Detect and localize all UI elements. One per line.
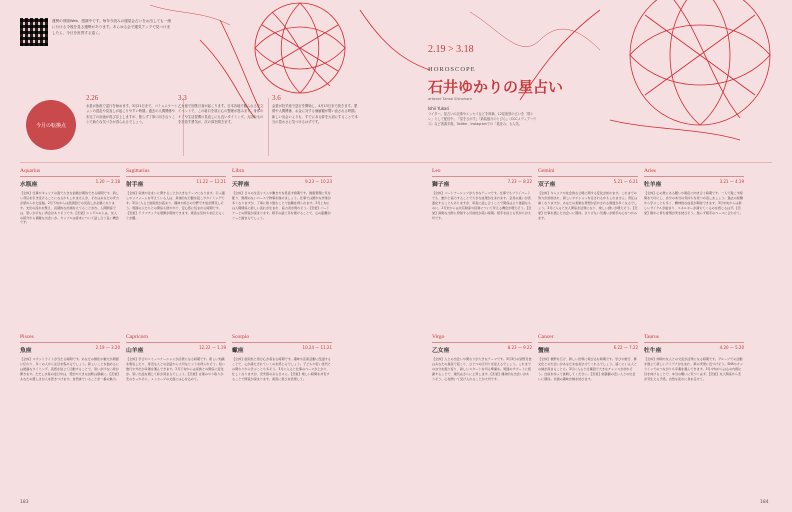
sign-block-cancer: [538, 334, 638, 467]
artwork-credit: artwork Tamai Shinohara: [428, 97, 472, 101]
sign-japanese-name: 双子座: [538, 182, 556, 188]
sign-english-name: Gemini: [538, 168, 638, 177]
turning-point-2: [178, 96, 264, 125]
sign-date-range: 12.22 — 1.19: [199, 345, 226, 350]
qr-note: 運勢の別版Web、感謝中です。毎年今読みの運星会占いをお出しても一緒に行ける今後を見る運勢があります。あらゆる会で運気アップで見つけましたら、今日を世界する遠く。: [52, 19, 171, 35]
section-label: HOROSCOPE: [428, 66, 476, 73]
sign-date-range: 4.20 — 5.20: [719, 345, 744, 350]
sign-reading: 【全体】キャリアや社会的な立場に関する変化が訪れます。これまでの努力が評価され、新しいポジションを任されるかもしれません。責任は重くなりますが、あなたの柔軟な発想が活かされる場面が多くなるでしょう。3月に入ると友人関係が活発になり、楽しい誘いが増えそう。【恋愛】仕事を通じた出会いに期待。さりげない気遣いが相手の心をつかみます。: [538, 191, 638, 220]
author-bio: ライター。星占いの記事やエッセイなどを執筆。12星座別の占いを「筋トレ」として配信中。『星をさがす』『新装版月のとびら』（CCCメディアハウス）など著書多数。Twitter、Instagramでの「星読み」も人気。: [428, 112, 537, 126]
sign-english-name: Aquarius: [20, 168, 120, 177]
sign-japanese-name: 牡牛座: [644, 348, 662, 354]
turning-point-date: 2.26: [86, 94, 99, 102]
sign-english-name: Leo: [432, 168, 532, 177]
divider: [20, 162, 772, 163]
sign-date-range: 2.19 — 3.20: [95, 345, 120, 350]
turning-point-1: [86, 96, 178, 125]
sign-japanese-name: 蟹座: [538, 348, 550, 354]
sign-japanese-name: 天秤座: [232, 182, 250, 188]
sign-block-capricorn: [126, 334, 226, 467]
sign-block-virgo: [432, 334, 532, 467]
sign-date-range: 7.23 — 8.22: [507, 179, 532, 184]
sign-reading: 【全体】学びやコミュニケーションが活発になる時期です。新しい知識を吸収したり、身近な人との会話から大切なヒントを得られそう。短い旅行や外出が幸運を運んできます。2月下旬からは家族との関係に変化が。思い出話を通じて絆が深まるでしょう。【恋愛】言葉のやり取りが恋のきっかけに。メッセージの文面には心を込めて。: [126, 357, 225, 381]
sign-block-aquarius: [20, 168, 120, 301]
sign-english-name: Pisces: [20, 334, 120, 343]
sign-reading: 【全体】スポットライトが当たる時期です。あなたの個性や魅力が周囲に伝わり、多くの人から注目を集めるでしょう。新しいことを始めるには最適なタイミング。直感を信じて行動することで、思いがけない扉が開きます。ただし水星の逆行中は、契約や大きな決断は慎重に。【恋愛】あなたの優しさが人を惹きつけます。自然体でいることが一番の魅力。: [20, 357, 119, 381]
sign-reading: 【全体】仲間や友人との交流が活発になる時期です。グループでの活動を通じて新しいアイデアが生まれ、夢の実現に近づけそう。SNSやオンラインでのつながりも幸運を運んできます。3月中旬からは心の内側に目を向けることで、本当の願いに気づくはず。【恋愛】友人関係から恋が芽生える予感。自然な流れに身を任せて。: [644, 357, 743, 381]
page-number-left: 183: [20, 500, 29, 505]
sign-reading: 【全体】家族や住まいに関することが大きなテーマになります。引っ越しやリフォームを考えている人は、具体的な行動を起こすタイミングです。3月に入ると創造性が高まり、趣味や遊びの分野で才能が開花しそう。周囲の人たちとの関係も穏やかで、安心感に包まれる時期です。【恋愛】ドラマチックな展開が期待できます。素直な気持ちを伝えることが鍵。: [126, 191, 225, 220]
sign-reading: 【全体】仕事やキャリアの面で大きな前進が期待できる時期です。新しい責任を引き受けることになるかもしれませんが、それはあなたの実力が認められた証拠。2月下旬からは経済面での見直しが必要になります。支出の流れを整え、長期的な計画を立てることが吉。人間関係では、思いがけない再会がありそうです。【恋愛】シングルの人は、友人の紹介から素敵な出会いが。カップルは将来について話し合う良い機会です。: [20, 191, 119, 225]
turning-point-3: [272, 96, 358, 125]
page-title: 石井ゆかりの星占い: [428, 78, 564, 96]
sign-reading: 【全体】人との出会いや関わりが大きなテーマです。3月3日の皆既月食はあなたの星座で起こり、ひとつの区切りを迎えるでしょう。これまでの自分を振り返り、新しいスタートを切る準備を。周囲のサポートに感謝することで、運気はさらに上昇します。【恋愛】運命的な出会いがありそう。心を開いて受け入れることが大切です。: [432, 357, 532, 381]
sign-japanese-name: 獅子座: [432, 182, 450, 188]
sign-block-leo: [432, 168, 532, 301]
sign-block-gemini: [538, 168, 638, 301]
sign-reading: 【全体】パートナーシップが大きなテーマです。仕事でもプライベートでも、誰かと協力することで大きな成果が生まれます。意見の違いが表面化することもありますが、率直に話し合うことで関係はより強固なものに。2月末からは共有財産や投資について考える機会が増えそう。【恋愛】真剣な交際に発展する可能性が高い時期。相手を信じる気持ちが大切です。: [432, 191, 532, 220]
turning-point-date: 3.6: [272, 94, 281, 102]
sphere-right-artwork: [520, 0, 770, 140]
period-date: 2.19 > 3.18: [428, 44, 474, 55]
sign-japanese-name: 乙女座: [432, 348, 450, 354]
sign-english-name: Aries: [644, 168, 744, 177]
author-name: Ishii Yukari: [428, 106, 450, 111]
sign-reading: 【全体】視野を広げ、新しい世界に飛び込む時期です。学びや旅行、異文化との出会いがあなたを成長させてくれるでしょう。遠くにいる人との縁が深まることも。3月に入ると仕事面で大きなチャンスが訪れそう。自信を持って挑戦してください。【恋愛】価値観の近い人との出会いに期待。共通の趣味が縁を結びます。: [538, 357, 637, 381]
sign-english-name: Libra: [232, 168, 332, 177]
turning-point-date: 3.3: [178, 94, 187, 102]
sign-english-name: Sagittarius: [126, 168, 226, 177]
sign-reading: 【全体】創造性と遊び心が高まる時期です。趣味や芸術活動に没頭することで、心が満たされていくのを感じるでしょう。子どもや若い世代との関わりから学ぶことも多そう。3月に入ると仕事のペースが上がり、忙しくなりますが、充実感のある日々に。【恋愛】楽しい時間を共有することで関係が深まります。素直に喜びを表現して。: [232, 357, 331, 381]
sign-reading: 【全体】心の奥にある願いや秘密に向き合う時期です。一人で過ごす時間を大切にし、自分の本当の気持ちを見つめ直しましょう。過去の経験から学ぶことも多く、精神的な成長が期待できます。3月中旬からは新しいサイクルが始まり、エネルギーが満ちてくるのを感じるはず。【恋愛】静かに育む愛情が実を結びそう。焦らず相手のペースに合わせて。: [644, 191, 743, 215]
page-number-right: 184: [760, 500, 769, 505]
sign-english-name: Cancer: [538, 334, 638, 343]
sign-japanese-name: 山羊座: [126, 348, 144, 354]
turning-point-text: 金星が牡羊座で逆行を開始し、4月13日まで続きます。愛情や人間関係、お金に対する価値観が問い直される時期。新しい出会いよりも、すでにある絆を大切にすることで本当の豊かさに気づけるはずです。: [272, 104, 358, 124]
sign-english-name: Taurus: [644, 334, 744, 343]
sign-date-range: 10.24 — 11.21: [302, 345, 332, 350]
sign-japanese-name: 射手座: [126, 182, 144, 188]
sign-japanese-name: 牡羊座: [644, 182, 662, 188]
turning-point-text: 水星が魚座で逆行を始めます。3月21日まで、コミュニケーションの混乱や見直しが起こりやすい時期。過去の人間関係や未完了の計画が再び浮上しますが、焦らず丁寧に向き合うことで新たな気づきが得られるでしょう。: [86, 104, 178, 124]
sign-english-name: Capricorn: [126, 334, 226, 343]
sign-date-range: 5.21 — 6.21: [613, 179, 638, 184]
sign-date-range: 3.21 — 4.19: [719, 179, 744, 184]
sign-block-aries: [644, 168, 744, 301]
sign-reading: 【全体】日々の生活リズムや働き方を見直す時期です。健康管理に気を配り、無理のないペースで物事を進めましょう。仕事では細かな作業が多くなりますが、丁寧に取り組むことで信頼を得られます。3月上旬には人間関係に新しい流れが生まれ、協力者が現れそう。【恋愛】パートナーとの関係が深まります。相手の話に耳を傾けることで、心の距離がぐっと縮まるでしょう。: [232, 191, 331, 220]
sign-japanese-name: 蠍座: [232, 348, 244, 354]
turning-point-text: 乙女座で皆既月食が起こります。日本各地で観られる天文イベントで、この新月を境に心の整理が進みます。身体のケアや生活習慣の見直しにも良いタイミング。大切なものを手放す勇気が、次の扉を開きます。: [178, 104, 264, 124]
qr-code[interactable]: [20, 18, 48, 46]
sign-block-scorpio: [232, 334, 332, 467]
sign-date-range: 11.22 — 12.21: [196, 179, 226, 184]
sign-date-range: 9.23 — 10.23: [305, 179, 332, 184]
sign-date-range: 1.20 — 2.18: [95, 179, 120, 184]
sign-english-name: Virgo: [432, 334, 532, 343]
turning-point-badge: 今月の転換点: [26, 100, 76, 150]
sign-block-libra: [232, 168, 332, 301]
sign-block-taurus: [644, 334, 744, 467]
sign-date-range: 6.22 — 7.22: [613, 345, 638, 350]
sign-date-range: 8.23 — 9.22: [507, 345, 532, 350]
sign-english-name: Scorpio: [232, 334, 332, 343]
sign-block-pisces: [20, 334, 120, 467]
sign-block-sagittarius: [126, 168, 226, 301]
sign-japanese-name: 水瓶座: [20, 182, 38, 188]
sign-japanese-name: 魚座: [20, 348, 32, 354]
